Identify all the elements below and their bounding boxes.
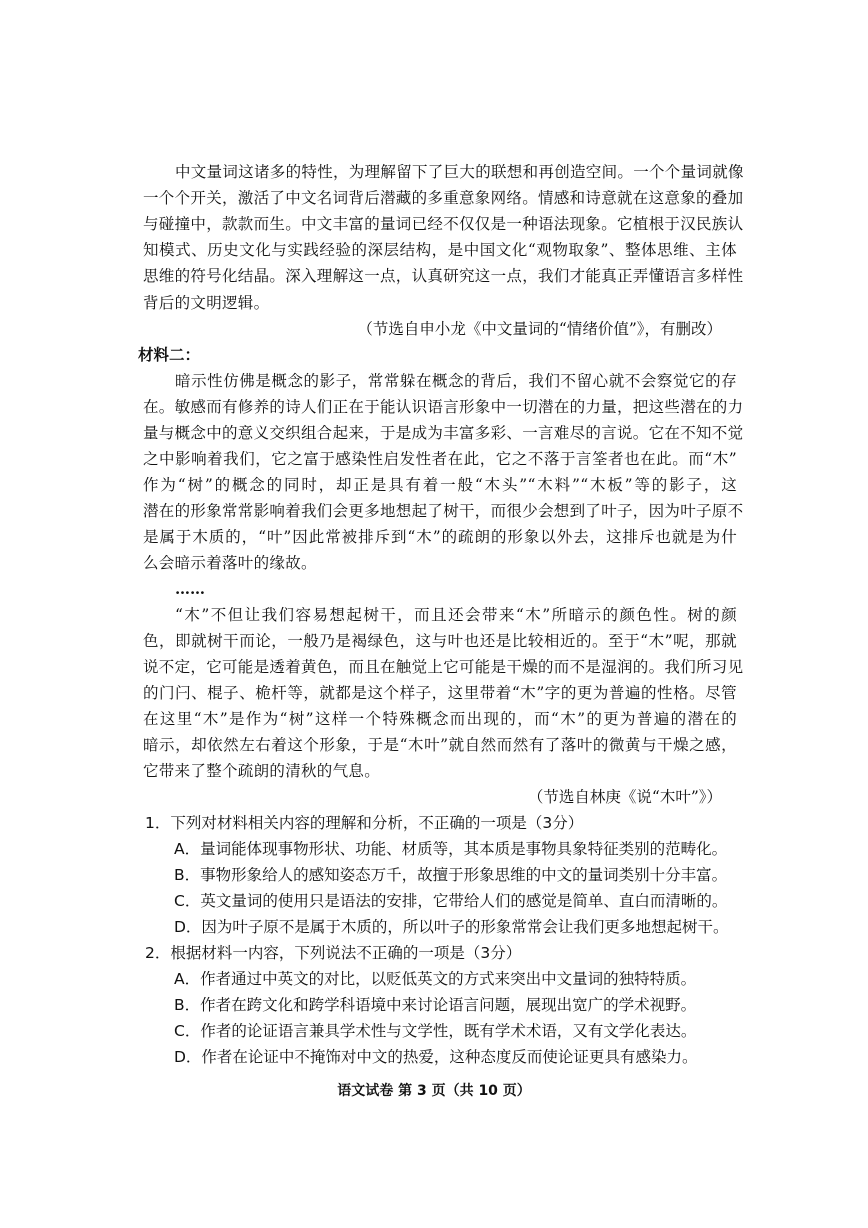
material2-para2-line: 说不定，它可能是透着黄色，而且在触觉上它可能是干燥的而不是湿润的。我们所习见 [143,658,744,676]
material2-para1-line: 暗示性仿佛是概念的影子，常常躲在概念的背后，我们不留心就不会察觉它的存 [175,372,737,390]
question-1-option-c: C．英文量词的使用只是语法的安排，它带给人们的感觉是简单、直白而清晰的。 [174,892,728,910]
material2-para2-line: 它带来了整个疏朗的清秋的气息。 [143,762,381,780]
material2-para1-line: 作为“树”的概念的同时，却正是具有着一般“木头”“木料”“木板”等的影子，这 [143,476,737,494]
material1-line: 思维的符号化结晶。深入理解这一点，认真研究这一点，我们才能真正弄懂语言多样性 [143,267,744,285]
material2-para1-line: 潜在的形象常常影响着我们会更多地想起了树干，而很少会想到了叶子，因为叶子原不 [143,502,744,520]
question-2-option-b: B．作者在跨文化和跨学科语境中来讨论语言问题，展现出宽广的学术视野。 [174,996,697,1014]
material2-source: （节选自林庚《说“木叶”》） [527,788,722,806]
material1-line: 一个个开关，激活了中文名词背后潜藏的多重意象网络。情感和诗意就在这意象的叠加 [143,189,744,207]
material2-para1-line: 是属于木质的，“叶”因此常被排斥到“木”的疏朗的形象以外去，这排斥也就是为什 [143,528,737,546]
question-1-option-d: D．因为叶子原不是属于木质的，所以叶子的形象常常会让我们更多地想起树干。 [174,918,729,936]
material2-para2-line: 在这里“木”是作为“树”这样一个特殊概念而出现的，而“木”的更为普遍的潜在的 [143,710,737,728]
material1-line: 知模式、历史文化与实践经验的深层结构，是中国文化“观物取象”、整体思维、主体 [143,241,737,259]
material2-heading: 材料二： [138,346,201,364]
question-1-stem: 1．下列对材料相关内容的理解和分析，不正确的一项是（3分） [145,814,584,832]
material2-para2-line: 色，即就树干而论，一般乃是褐绿色，这与叶也还是比较相近的。至于“木”呢，那就 [143,632,737,650]
question-2-option-a: A．作者通过中英文的对比，以贬低英文的方式来突出中文量词的独特特质。 [174,970,697,988]
material1-line: 与碰撞中，款款而生。中文丰富的量词已经不仅仅是一种语法现象。它植根于汉民族认 [143,215,744,233]
material2-para2-line: 暗示，却依然左右着这个形象，于是“木叶”就自然而然有了落叶的微黄与干燥之感， [143,736,737,754]
page-footer: 语文试卷 第 3 页（共 10 页） [337,1083,531,1099]
question-2-stem: 2．根据材料一内容，下列说法不正确的一项是（3分） [145,944,522,962]
material2-para1-line: 量与概念中的意义交织组合起来，于是成为丰富多彩、一言难尽的言说。它在不知不觉 [143,424,744,442]
material2-para1-line: 之中影响着我们，它之富于感染性启发性者在此，它之不落于言筌者也在此。而“木” [143,450,737,468]
material2-para2-line: 的门闩、棍子、桅杆等，就都是这个样子，这里带着“木”字的更为普遍的性格。尽管 [143,684,737,702]
question-2-option-c: C．作者的论证语言兼具学术性与文学性，既有学术术语，又有文学化表达。 [174,1022,697,1040]
material1-line: 背后的文明逻辑。 [143,294,270,312]
material2-para1-line: 么会暗示着落叶的缘故。 [143,554,317,572]
material1-source: （节选自申小龙《中文量词的“情绪价值”》，有删改） [357,320,722,338]
material2-para2-line: “木”不但让我们容易想起树干，而且还会带来“木”所暗示的颜色性。树的颜 [175,606,737,624]
material1-line: 中文量词这诸多的特性，为理解留下了巨大的联想和再创造空间。一个个量词就像 [175,163,744,181]
question-2-option-d: D．作者在论证中不掩饰对中文的热爱，这种态度反而使论证更具有感染力。 [174,1048,698,1066]
question-1-option-a: A．量词能体现事物形状、功能、材质等，其本质是事物具象特征类别的范畴化。 [174,840,728,858]
question-1-option-b: B．事物形象给人的感知姿态万千，故擅于形象思维的中文的量词类别十分丰富。 [174,866,728,884]
material2-para1-line: 在。敏感而有修养的诗人们正在于能认识语言形象中一切潜在的力量，把这些潜在的力 [143,398,744,416]
ellipsis: …… [175,580,205,598]
